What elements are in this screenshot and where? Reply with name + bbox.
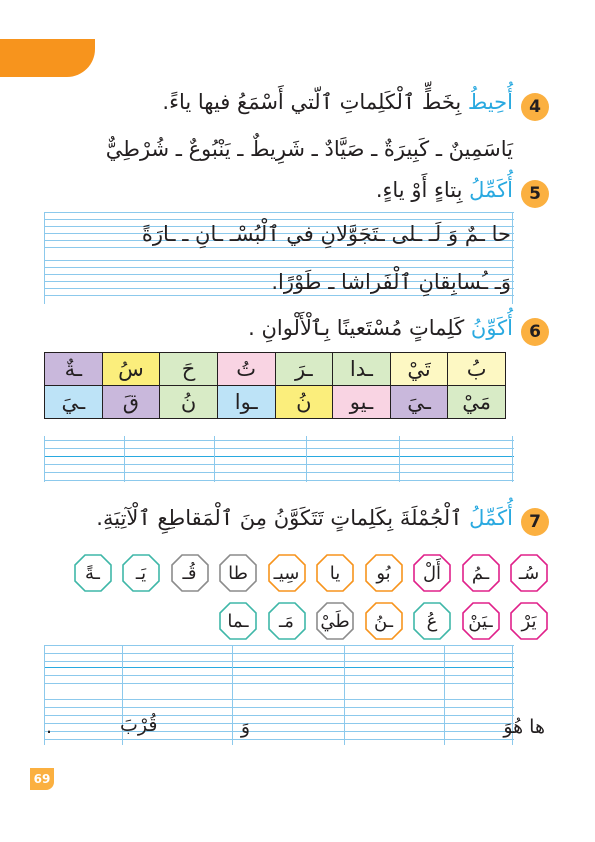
syllable-cell: ـيَ — [45, 386, 103, 419]
syllable-octagon-text: أَلْ — [422, 562, 442, 584]
syllable-octagon — [510, 602, 548, 640]
syllable-cell: قَ — [102, 386, 160, 419]
exercise-5-line-1: حا ـمٌ وَ لَـ ـلى ـتَجَوَّلانِ في ٱلْبُسْـ ـانِ ـ ـارَةً — [141, 222, 511, 246]
exercise-6-instruction-text: كَلِماتٍ مُسْتَعينًا بِٱلْأَلْوانِ . — [248, 316, 471, 340]
syllable-octagon-text: عُ — [426, 610, 438, 632]
syllable-octagon-text: يَرْ — [521, 610, 537, 632]
syllable-octagon — [268, 602, 306, 640]
syllable-octagon — [510, 554, 548, 592]
syllable-row-1 — [45, 353, 506, 386]
syllable-octagon — [171, 554, 209, 592]
syllable-octagon-text: ـةً — [85, 562, 100, 584]
syllable-cell: سُ — [102, 353, 160, 386]
syllable-octagon — [413, 554, 451, 592]
sentence-and: وَ — [240, 716, 250, 738]
exercise-7-instruction — [96, 506, 513, 530]
syllable-octagon — [413, 602, 451, 640]
exercise-7-keyword: أُكَمِّلُ — [469, 506, 513, 530]
exercise-5-line-2: وَـ ـُسابِقانِ ٱلْفَراشا ـ طَوْرًا. — [271, 270, 511, 294]
syllable-octagon — [219, 602, 257, 640]
syllable-row-2 — [45, 386, 506, 419]
syllable-cell: تَيْ — [390, 353, 448, 386]
exercise-5-instruction — [376, 178, 513, 202]
syllable-cell: ـيَ — [390, 386, 448, 419]
syllable-cell: ـدا — [333, 353, 391, 386]
syllable-octagon-text: سِيـ — [273, 562, 300, 584]
sentence-start: ها هُوَ — [503, 716, 545, 738]
syllable-octagon-text: يا — [329, 562, 341, 584]
syllable-cell: ـةٌ — [45, 353, 103, 386]
syllable-octagon — [365, 554, 403, 592]
syllable-octagon-text: ـمُ — [471, 562, 490, 584]
syllable-cell: ـرَ — [275, 353, 333, 386]
syllable-octagon-text: طا — [228, 562, 248, 584]
exercise-5-number: 5 — [521, 180, 549, 208]
syllable-cell: حَ — [160, 353, 218, 386]
exercise-7-number: 7 — [521, 508, 549, 536]
syllable-octagon — [122, 554, 160, 592]
syllable-octagon — [74, 554, 112, 592]
syllable-cell: نُ — [275, 386, 333, 419]
syllable-octagon — [316, 554, 354, 592]
syllable-octagon-text: طَيْ — [320, 610, 350, 632]
exercise-4-keyword: أُحِيطُ — [467, 90, 513, 114]
syllable-octagon-text: ـنُ — [374, 610, 393, 632]
exercise-4-number: 4 — [521, 93, 549, 121]
exercise-6-keyword: أُكَوِّنُ — [470, 316, 513, 340]
exercise-4-instruction-text: بِخَطٍّ ٱلْكَلِماتِ ٱلّتي أَسْمَعُ فيها ياءً. — [162, 90, 468, 114]
syllable-octagon — [219, 554, 257, 592]
exercise-4-words: يَاسَمِينٌ ـ كَبِيرَةٌ ـ صَيَّادٌ ـ شَرِيطٌ ـ يَنْبُوعٌ ـ شُرْطِيٌّ — [105, 137, 513, 161]
exercise-6-number: 6 — [521, 318, 549, 346]
sentence-near: قُرْبَ — [120, 714, 158, 736]
syllable-octagon-text: مَـ — [279, 610, 294, 632]
syllable-cell: بُ — [448, 353, 506, 386]
syllable-octagon-text: ـما — [227, 610, 249, 632]
syllable-octagon-text: يَـ — [135, 562, 147, 584]
syllable-color-table — [44, 352, 506, 419]
syllable-octagon — [316, 602, 354, 640]
page-number: 69 — [30, 768, 54, 790]
exercise-6-answer-lines[interactable] — [44, 436, 514, 482]
syllable-octagon — [365, 602, 403, 640]
exercise-7-ruled-area — [44, 645, 514, 745]
syllable-cell: ـوا — [217, 386, 275, 419]
syllable-octagon — [268, 554, 306, 592]
syllable-cell: نُ — [160, 386, 218, 419]
syllable-cell: مَيْ — [448, 386, 506, 419]
syllable-octagon-text: سُـ — [518, 562, 540, 584]
sentence-end-dot: . — [46, 716, 53, 738]
exercise-5-keyword: أُكَمِّلُ — [469, 178, 513, 202]
exercise-7-instruction-text: ٱلْجُمْلَةَ بِكَلِماتٍ تَتَكَوَّنُ مِنَ ٱلْمَقاطِعِ ٱلْآتِيَةِ. — [96, 506, 470, 530]
syllable-octagon — [462, 554, 500, 592]
syllable-octagon-text: قُـ — [182, 562, 197, 584]
exercise-4-instruction — [162, 90, 513, 114]
syllable-octagon-text: ـيَنْ — [468, 610, 493, 632]
header-tab — [0, 39, 95, 77]
syllable-cell: ـيو — [333, 386, 391, 419]
exercise-5-instruction-text: بِتاءٍ أَوْ ياءٍ. — [375, 178, 470, 202]
exercise-6-instruction — [248, 316, 513, 340]
syllable-octagon — [462, 602, 500, 640]
syllable-octagon-text: بُو — [376, 562, 391, 584]
syllable-cell: تُ — [217, 353, 275, 386]
